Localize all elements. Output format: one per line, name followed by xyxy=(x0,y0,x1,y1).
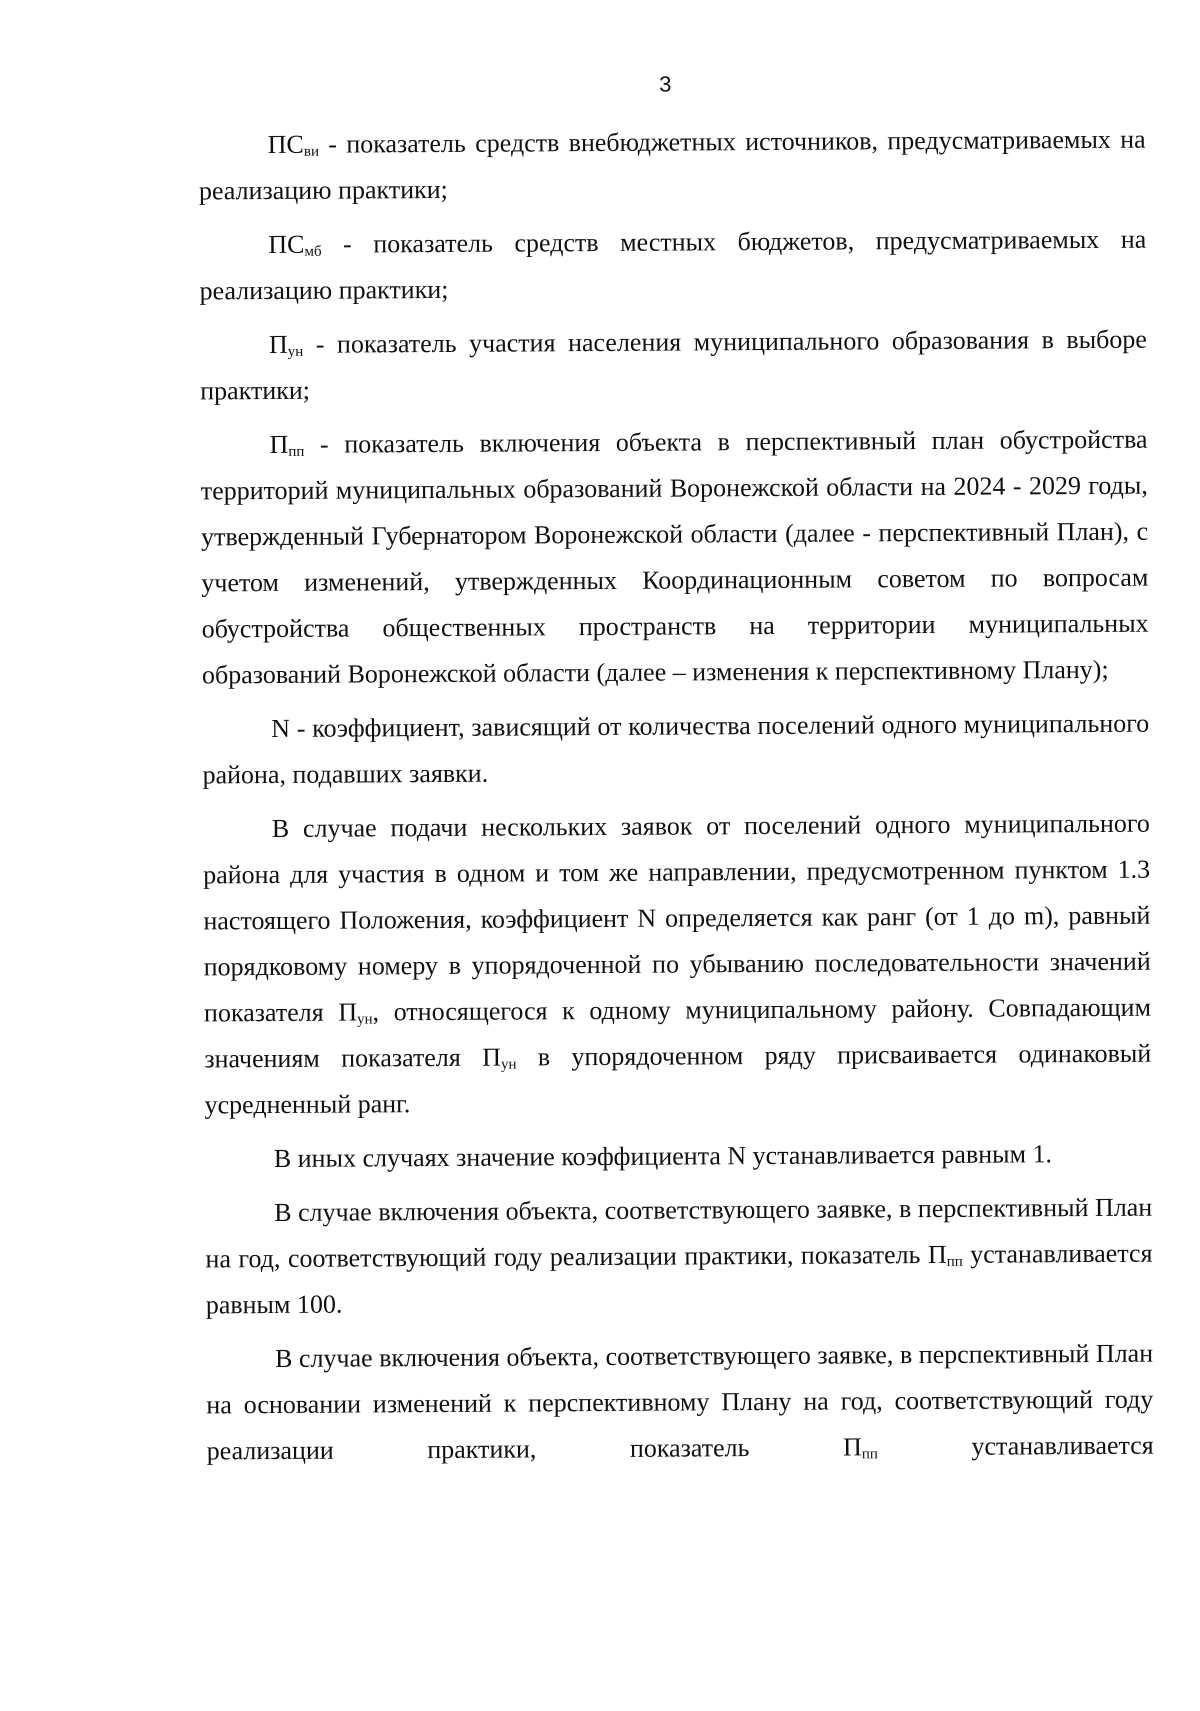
paragraph-text: , относящегося к одному муниципальному району. Совпадающим значениям показателя xyxy=(204,992,1152,1074)
indicator-subscript: ун xyxy=(357,1011,373,1028)
paragraph-text: устанавливается равным 100. xyxy=(205,1238,1153,1320)
page-number: 3 xyxy=(659,71,672,97)
indicator-symbol: ПС xyxy=(267,129,304,160)
indicator-subscript: пп xyxy=(946,1253,963,1270)
indicator-symbol: ПС xyxy=(268,229,305,260)
paragraph-text: - показатель средств местных бюджетов, предусматриваемых на реализацию практики; xyxy=(199,224,1147,306)
paragraph-text: - показатель участия населения муниципального образования в выборе практики; xyxy=(200,324,1147,406)
paragraph-ps-mb xyxy=(199,217,1147,315)
paragraph-plan-inclusion xyxy=(205,1185,1153,1329)
paragraph-p-un xyxy=(200,317,1148,415)
indicator-subscript: пп xyxy=(288,443,305,460)
paragraph-text: В случае включения объекта, соответствующего заявке, в перспективный План на основании изменений к перспективному Плану на год, соответствующий году реализации практики, показатель xyxy=(206,1338,1154,1466)
paragraph-text: В случае включения объекта, соответствующего заявке, в перспективный План на год, соответствующий году реализации практики, показатель xyxy=(205,1192,1153,1274)
paragraph-text: В случае подачи нескольких заявок от поселений одного муниципального района для участия в одном и том же направлении, предусмотренном пунктом 1.3 настоящего Положения, коэффициент N определяется как ранг (от 1 до m), равный порядковому номеру в упорядоченной по убыванию последовательности значений показателя xyxy=(203,808,1151,1028)
paragraph-p-pp xyxy=(200,417,1149,699)
paragraph-text: - показатель средств внебюджетных источников, предусматриваемых на реализацию практики; xyxy=(198,124,1146,206)
indicator-symbol: П xyxy=(927,1239,947,1270)
paragraph-other-cases xyxy=(205,1131,1152,1183)
paragraph-ps-vi xyxy=(199,117,1147,215)
indicator-subscript: мб xyxy=(304,243,322,260)
paragraph-n-coefficient xyxy=(202,701,1150,799)
indicator-subscript: ви xyxy=(303,143,320,160)
paragraph-text: В иных случаях значение коэффициента N устанавливается равным 1. xyxy=(273,1139,1053,1173)
paragraph-text: - показатель включения объекта в перспективный план обустройства территорий муниципальных образований Воронежской области на 2024 - 2029 годы, утвержденный Губернатором Воронежской области (далее - перспективный План), с учетом изменений, утвержденных Координационным советом по вопросам обустройства общественных пространств на территории муниципальных образований Воронежской области (далее – изменения к перспективному Плану); xyxy=(200,424,1149,690)
indicator-symbol: П xyxy=(268,329,288,360)
indicator-subscript: ун xyxy=(287,343,304,360)
indicator-symbol: П xyxy=(842,1432,862,1462)
indicator-subscript: пп xyxy=(861,1446,878,1463)
indicator-symbol: П xyxy=(269,429,289,460)
indicator-symbol: П xyxy=(482,1042,502,1072)
indicator-symbol: П xyxy=(338,997,358,1027)
paragraph-text: устанавливается xyxy=(877,1430,1154,1462)
paragraph-text: в упорядоченном ряду присваивается одинаковый усредненный ранг. xyxy=(204,1038,1152,1120)
paragraph-text: N - коэффициент, зависящий от количества поселений одного муниципального района, подавших заявки. xyxy=(202,708,1150,790)
indicator-subscript: ун xyxy=(500,1056,517,1073)
paragraph-multiple-applications xyxy=(203,801,1152,1129)
document-body xyxy=(199,117,1154,1475)
paragraph-plan-changes-inclusion xyxy=(206,1331,1154,1475)
